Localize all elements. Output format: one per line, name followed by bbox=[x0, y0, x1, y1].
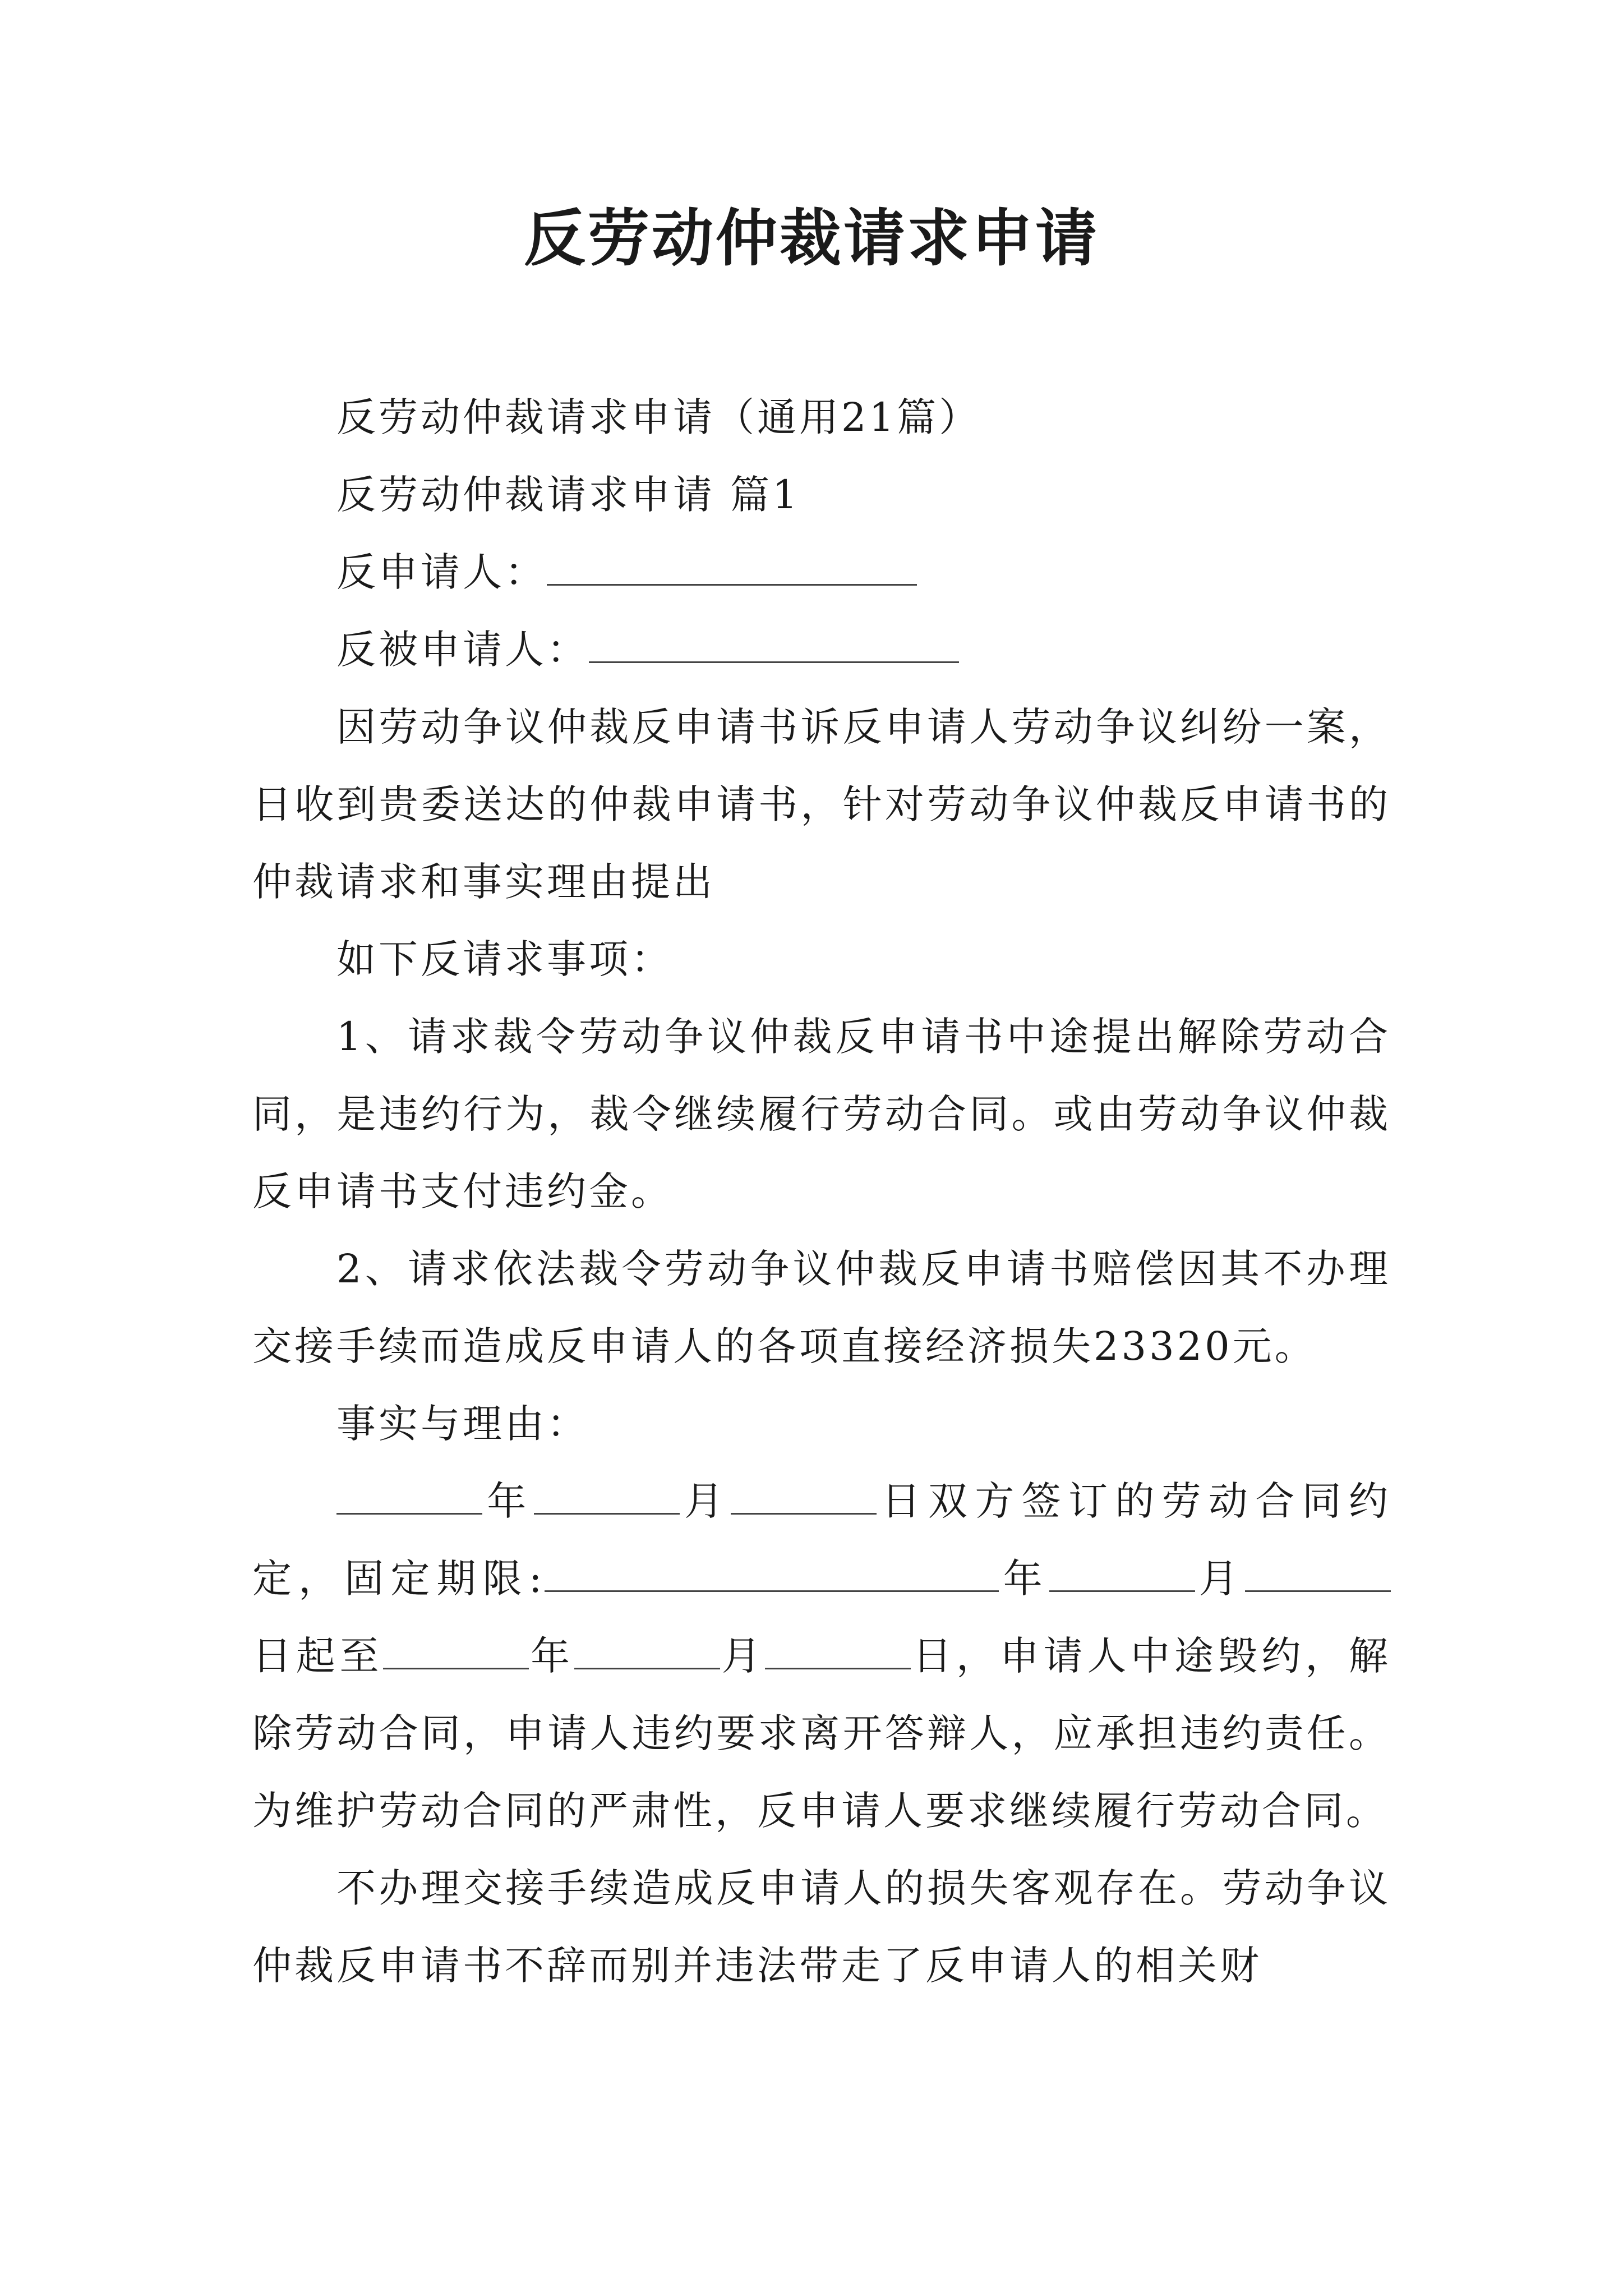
applicant-line bbox=[252, 533, 1391, 611]
month-label: 月 bbox=[1195, 1556, 1245, 1602]
end-day-blank bbox=[765, 1634, 911, 1669]
from-text: 日起至 bbox=[252, 1633, 384, 1679]
claim-1-paragraph: 1、请求裁令劳动争议仲裁反申请书中途提出解除劳动合同，是违约行为，裁令继续履行劳动合同。或由劳动争议仲裁反申请书支付违约金。 bbox=[252, 1014, 1391, 1214]
applicant-label: 反申请人： bbox=[336, 549, 547, 595]
sign-month-blank bbox=[534, 1479, 680, 1515]
month-label: 月 bbox=[679, 1478, 731, 1524]
respondent-line bbox=[252, 611, 1391, 688]
start-month-blank bbox=[1049, 1557, 1195, 1592]
breach-text: 日，申请人中途毁约，解除劳动合同，申请人违约要求离开答辩人，应承担违约责任。为维护劳动合同的严肃性，反申请人要求继续履行劳动合同。 bbox=[252, 1633, 1391, 1834]
respondent-label: 反被申请人： bbox=[336, 627, 589, 673]
respondent-blank bbox=[589, 628, 959, 663]
end-year-blank bbox=[383, 1634, 529, 1669]
facts-paragraph-1 bbox=[252, 1462, 1391, 1849]
intro-paragraph: 因劳动争议仲裁反申请书诉反申请人劳动争议纠纷一案，日收到贵委送达的仲裁申请书，针对劳动争议仲裁反申请书的仲裁请求和事实理由提出 bbox=[252, 704, 1391, 905]
claims-heading: 如下反请求事项： bbox=[336, 936, 673, 982]
applicant-blank bbox=[547, 550, 917, 586]
start-year-blank bbox=[545, 1557, 999, 1592]
year-label: 年 bbox=[529, 1633, 574, 1679]
facts-paragraph-2: 不办理交接手续造成反申请人的损失客观存在。劳动争议仲裁反申请书不辞而别并违法带走了反申请人的相关财 bbox=[252, 1865, 1391, 1989]
document-subtitle: 反劳动仲裁请求申请（通用21篇） bbox=[336, 394, 981, 440]
month-label: 月 bbox=[720, 1633, 766, 1679]
year-label: 年 bbox=[999, 1556, 1049, 1602]
sign-year-blank bbox=[336, 1479, 482, 1515]
contract-text: 日双方签订的劳动合同约定，固定期限: bbox=[252, 1478, 1391, 1602]
start-day-blank bbox=[1245, 1557, 1391, 1592]
document-title: 反劳动仲裁请求申请 bbox=[524, 202, 1099, 274]
claim-2-paragraph: 2、请求依法裁令劳动争议仲裁反申请书赔偿因其不办理交接手续而造成反申请人的各项直接经济损失23320元。 bbox=[252, 1246, 1391, 1369]
facts-heading: 事实与理由： bbox=[336, 1401, 589, 1447]
document-body bbox=[252, 379, 1391, 2004]
end-month-blank bbox=[574, 1634, 720, 1669]
section-heading: 反劳动仲裁请求申请 篇1 bbox=[336, 472, 800, 518]
sign-day-blank bbox=[731, 1479, 877, 1515]
year-label: 年 bbox=[482, 1478, 534, 1524]
